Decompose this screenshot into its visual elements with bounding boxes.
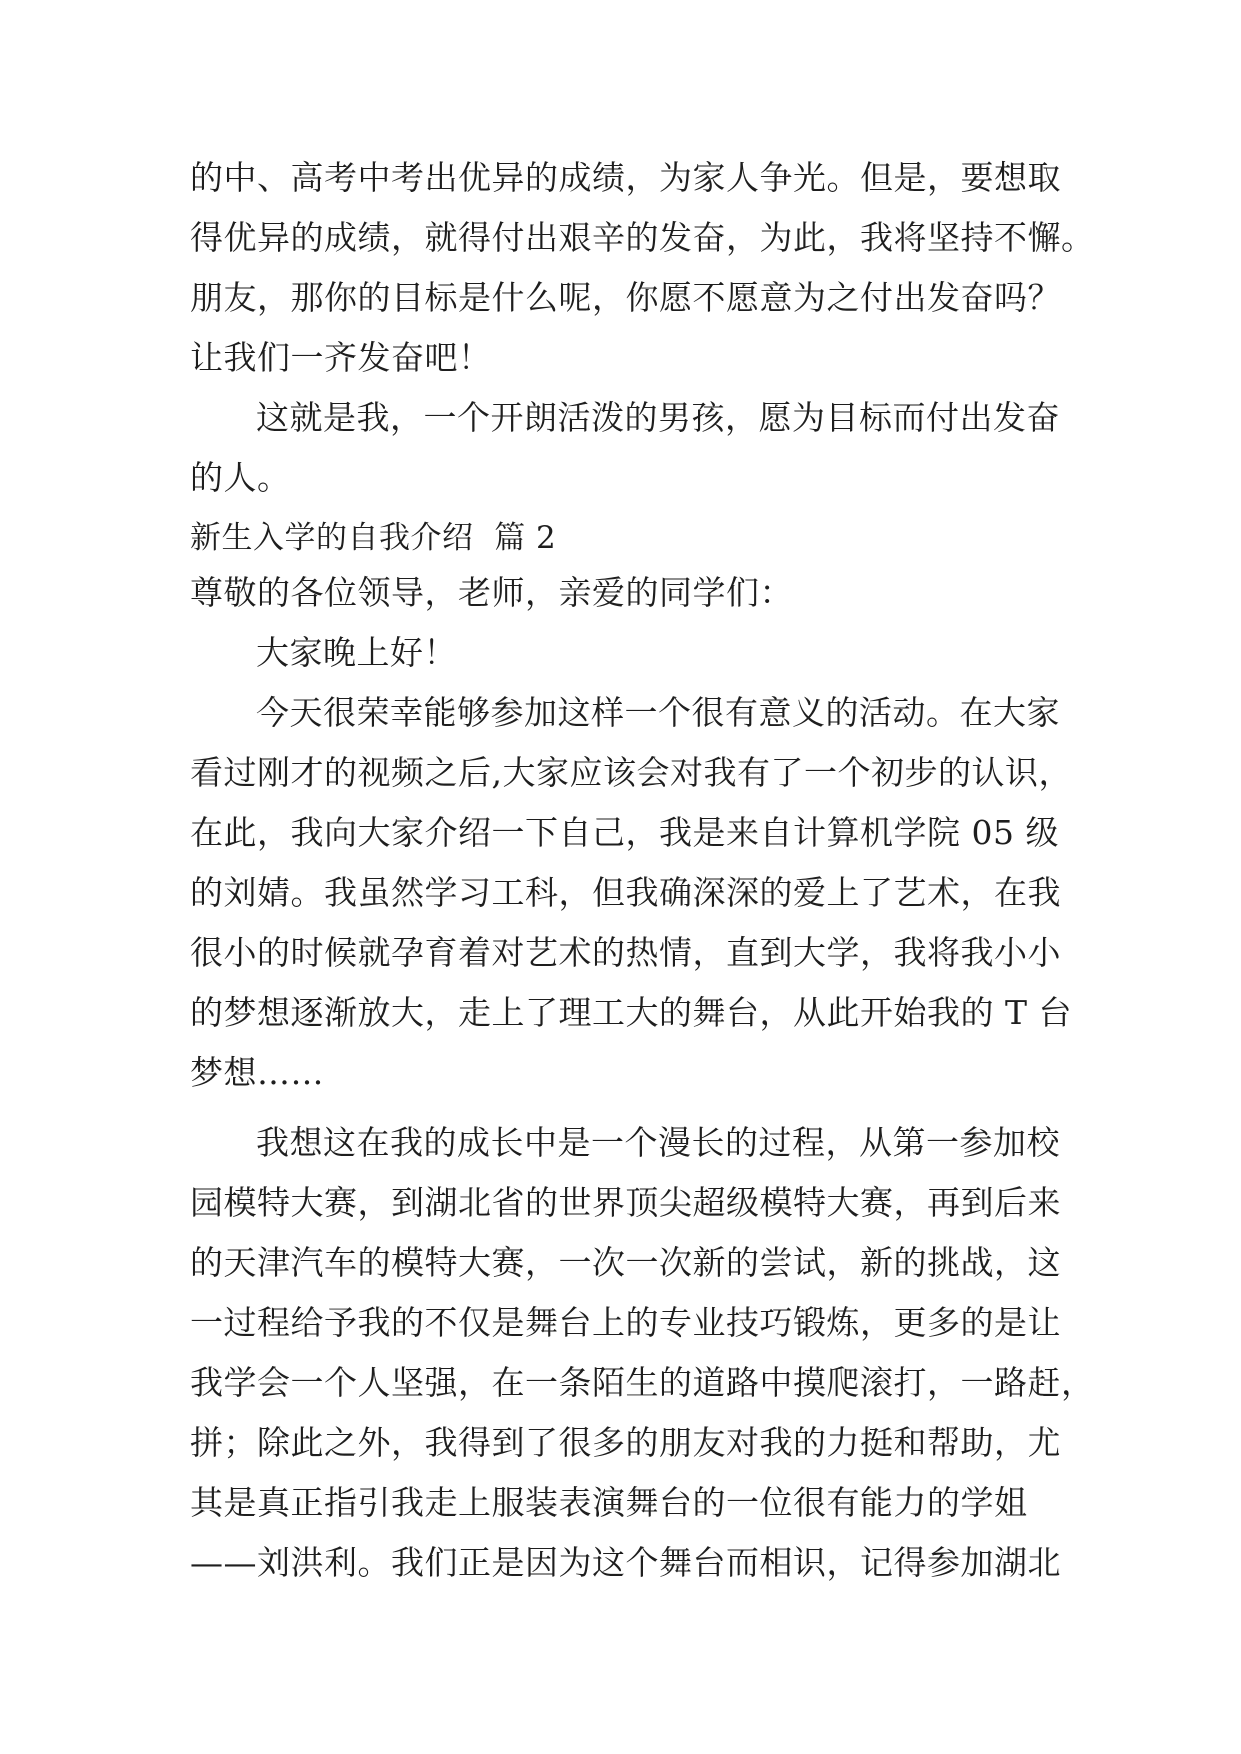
text-line: 很小的时候就孕育着对艺术的热情，直到大学，我将我小小 (190, 933, 1061, 972)
text-line: 园模特大赛，到湖北省的世界顶尖超级模特大赛，再到后来 (190, 1183, 1061, 1222)
text-line: ——刘洪利。我们正是因为这个舞台而相识，记得参加湖北 (190, 1543, 1061, 1582)
text-line: 朋友，那你的目标是什么呢，你愿不愿意为之付出发奋吗？ (190, 278, 1061, 317)
paragraph-first-line: 今天很荣幸能够参加这样一个很有意义的活动。在大家 (256, 693, 1060, 732)
text-line: 的梦想逐渐放大，走上了理工大的舞台，从此开始我的 T 台 (190, 993, 1072, 1032)
paragraph-first-line: 这就是我，一个开朗活泼的男孩，愿为目标而付出发奋 (256, 398, 1060, 437)
text-line: 我学会一个人坚强，在一条陌生的道路中摸爬滚打，一路赶， (190, 1363, 1095, 1402)
paragraph-first-line: 我想这在我的成长中是一个漫长的过程，从第一参加校 (256, 1123, 1060, 1162)
text-line: 其是真正指引我走上服装表演舞台的一位很有能力的学姐 (190, 1483, 1028, 1522)
text-line: 一过程给予我的不仅是舞台上的专业技巧锻炼，更多的是让 (190, 1303, 1061, 1342)
section-heading: 新生入学的自我介绍 篇 2 (190, 520, 557, 556)
text-line: 拼；除此之外，我得到了很多的朋友对我的力挺和帮助，尤 (190, 1423, 1061, 1462)
text-line: 的人。 (190, 458, 291, 497)
text-line: 梦想…… (190, 1053, 324, 1092)
text-line: 看过刚才的视频之后,大家应该会对我有了一个初步的认识， (190, 753, 1072, 792)
text-line: 在此，我向大家介绍一下自己，我是来自计算机学院 05 级 (190, 813, 1059, 852)
greeting: 大家晚上好！ (256, 633, 457, 672)
salutation: 尊敬的各位领导，老师，亲爱的同学们： (190, 573, 793, 612)
text-line: 的中、高考中考出优异的成绩，为家人争光。但是，要想取 (190, 158, 1061, 197)
text-line: 的刘婧。我虽然学习工科，但我确深深的爱上了艺术，在我 (190, 873, 1061, 912)
text-line: 让我们一齐发奋吧！ (190, 338, 492, 377)
text-line: 的天津汽车的模特大赛，一次一次新的尝试，新的挑战，这 (190, 1243, 1061, 1282)
text-line: 得优异的成绩，就得付出艰辛的发奋，为此，我将坚持不懈。 (190, 218, 1095, 257)
